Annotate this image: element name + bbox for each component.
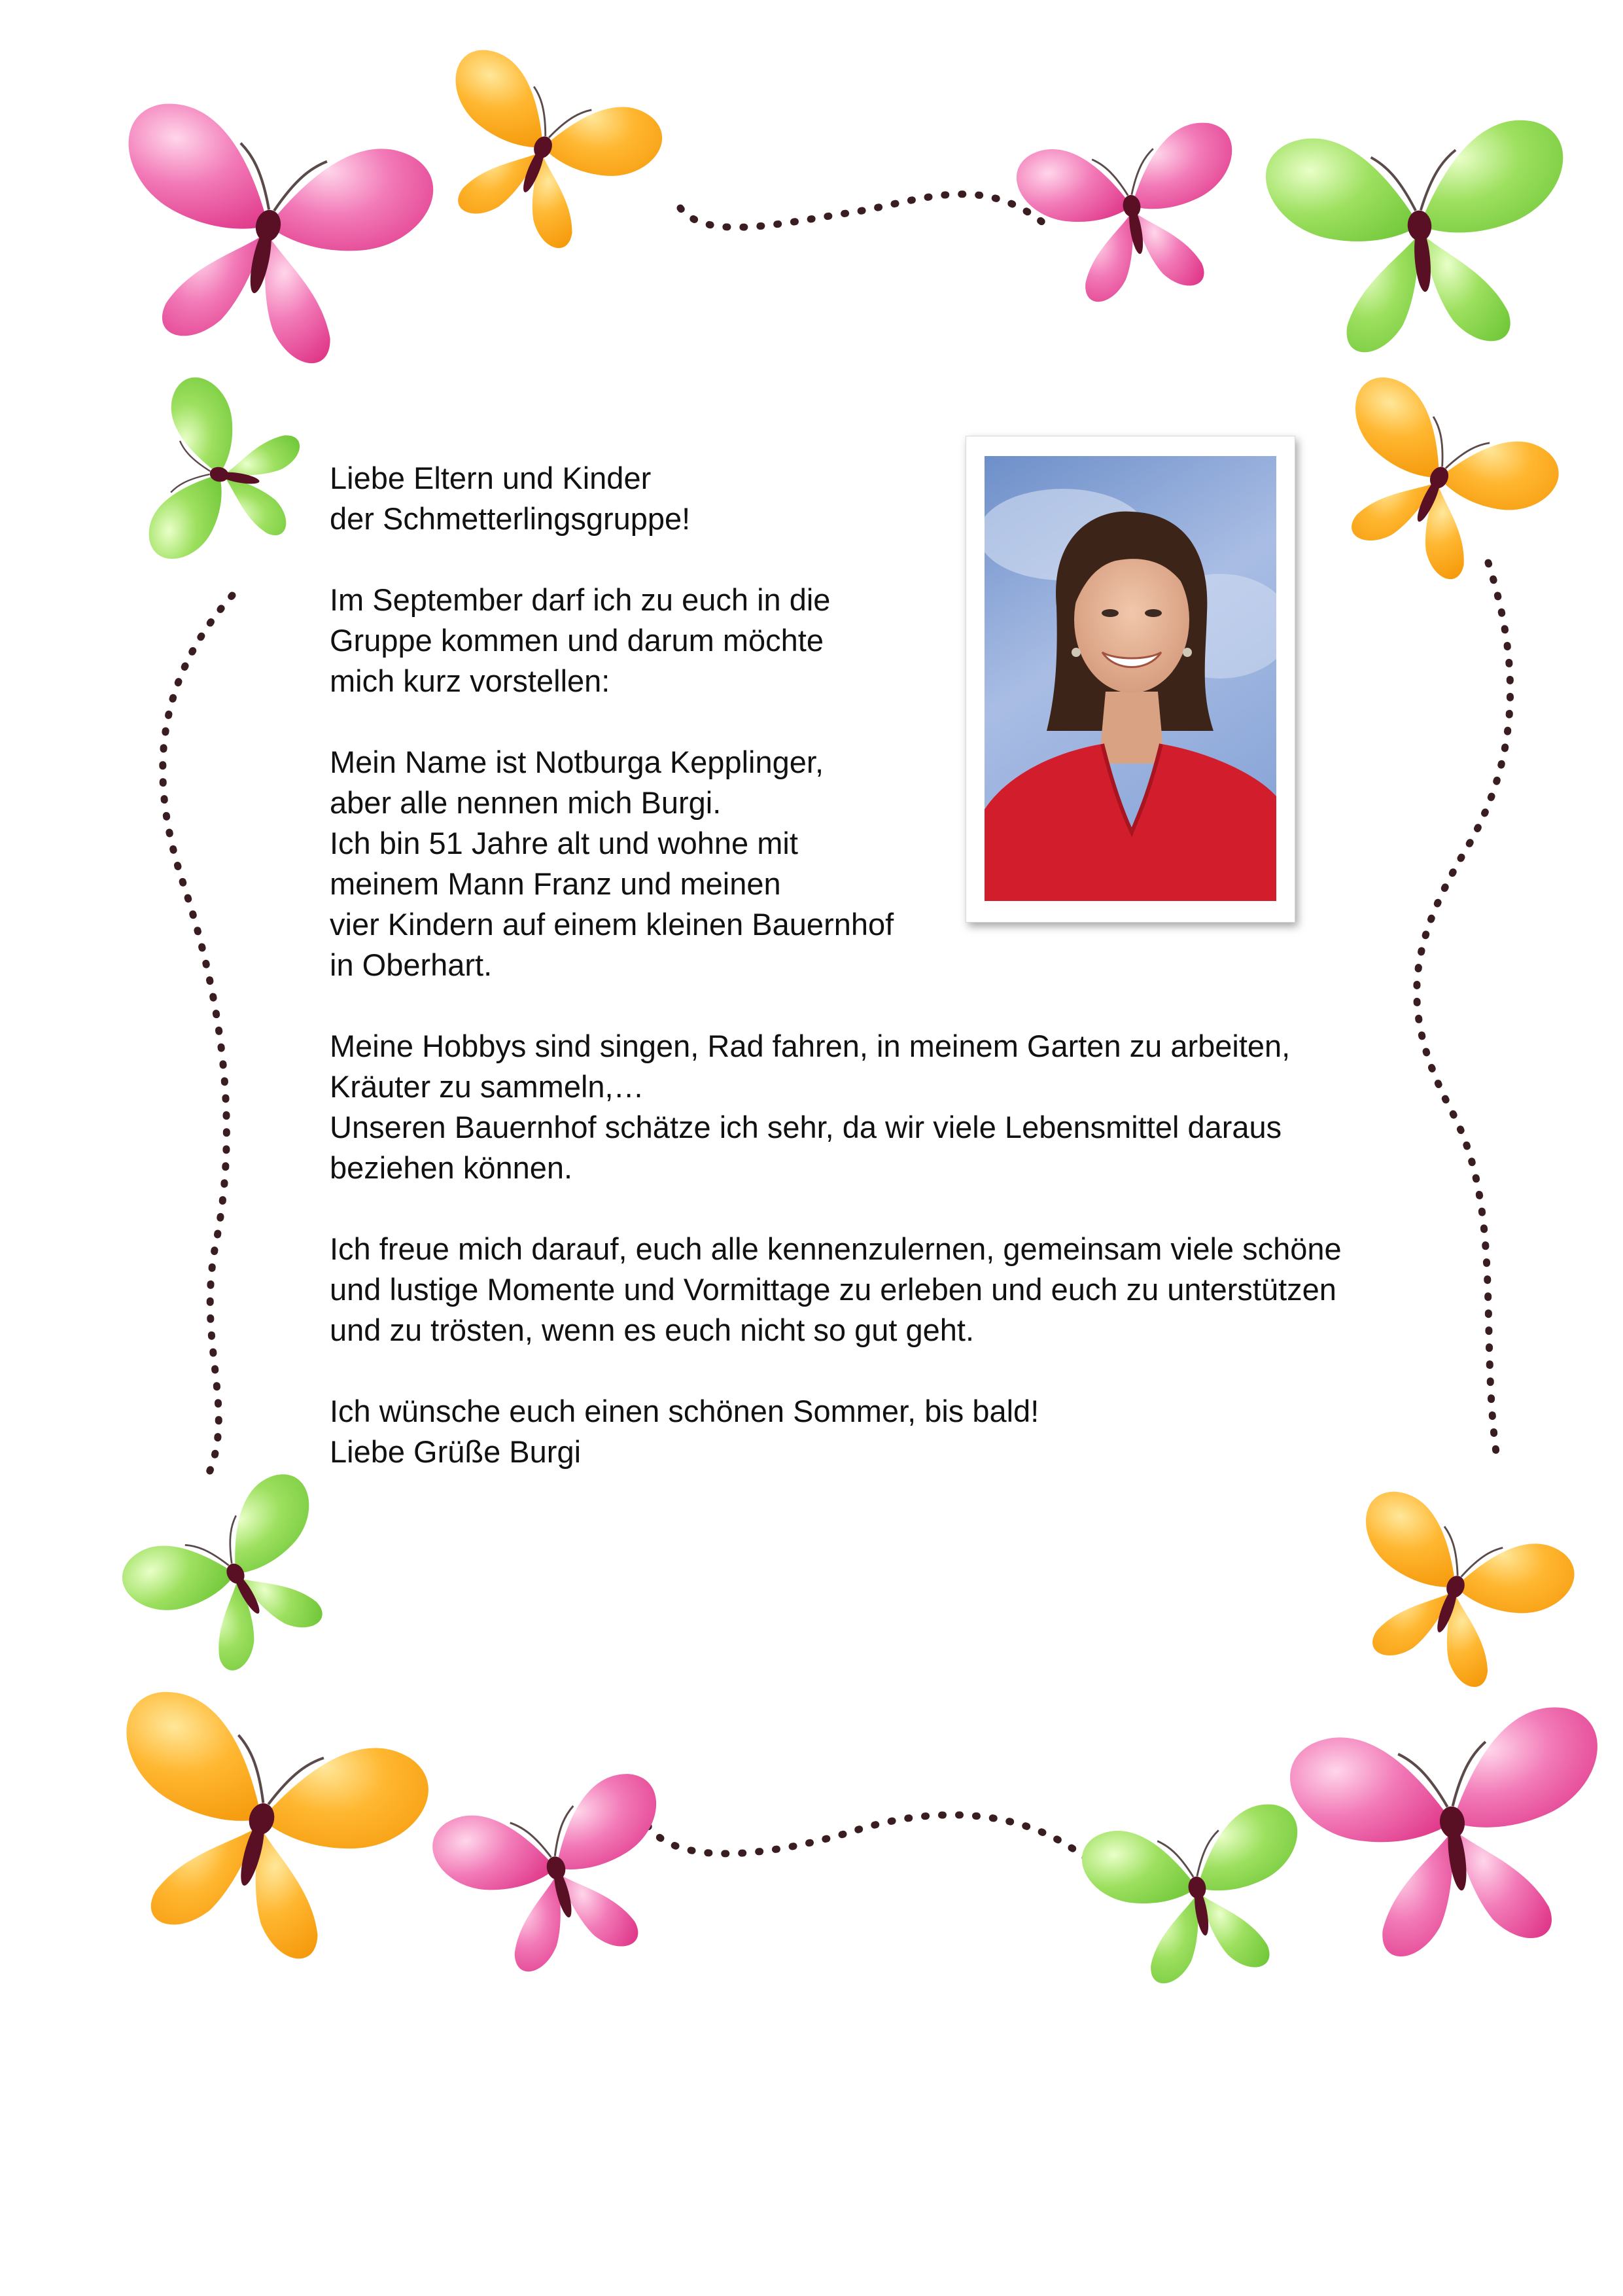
text-line: der Schmetterlingsgruppe! xyxy=(330,501,691,536)
hobbies-paragraph xyxy=(330,1026,1455,1188)
text-line: Meine Hobbys sind singen, Rad fahren, in meinem Garten zu arbeiten, xyxy=(330,1029,1291,1063)
text-line: und lustige Momente und Vormittage zu erleben und euch zu unterstützen xyxy=(330,1272,1336,1307)
text-line: Im September darf ich zu euch in die xyxy=(330,582,831,617)
outlook-paragraph xyxy=(330,1229,1455,1351)
letter-body xyxy=(330,458,1455,1513)
dotted-wave-top xyxy=(680,194,1047,228)
text-line: Mein Name ist Notburga Kepplinger, xyxy=(330,745,824,779)
text-line: beziehen können. xyxy=(330,1150,573,1185)
about-paragraph xyxy=(330,742,1455,985)
butterfly-icon xyxy=(426,1767,691,1988)
text-line: Ich wünsche euch einen schönen Sommer, bis bald! xyxy=(330,1394,1039,1428)
text-line: meinem Mann Franz und meinen xyxy=(330,866,781,901)
butterfly-icon xyxy=(1323,1483,1582,1708)
butterfly-icon xyxy=(1263,116,1579,359)
text-line: Liebe Eltern und Kinder xyxy=(330,461,652,495)
closing-paragraph xyxy=(330,1391,1455,1472)
text-line: Unseren Bauernhof schätze ich sehr, da wir viele Lebensmittel daraus xyxy=(330,1110,1282,1144)
text-line: Gruppe kommen und darum möchte xyxy=(330,623,824,658)
text-line: in Oberhart. xyxy=(330,947,493,982)
text-line: vier Kindern auf einem kleinen Bauernhof xyxy=(330,907,894,942)
butterfly-icon xyxy=(113,1464,366,1698)
text-line: Ich freue mich darauf, euch alle kennenzulernen, gemeinsam viele schöne xyxy=(330,1231,1342,1266)
butterfly-icon xyxy=(1285,1701,1623,1968)
dotted-wave-left xyxy=(163,595,232,1472)
butterfly-icon xyxy=(1012,118,1254,312)
text-line: mich kurz vorstellen: xyxy=(330,663,610,698)
text-line: aber alle nennen mich Burgi. xyxy=(330,785,722,820)
butterfly-icon xyxy=(409,41,671,270)
text-line: Kräuter zu sammeln,… xyxy=(330,1069,644,1104)
dotted-wave-bottom xyxy=(648,1815,1086,1858)
butterfly-icon xyxy=(145,374,308,578)
butterfly-icon xyxy=(1077,1799,1319,1994)
greeting xyxy=(330,458,1455,539)
text-line: und zu trösten, wenn es euch nicht so gut geht. xyxy=(330,1313,975,1347)
intro-paragraph xyxy=(330,580,1455,701)
signature-line: Liebe Grüße Burgi xyxy=(330,1434,582,1469)
butterfly-icon xyxy=(80,1682,438,1981)
butterfly-icon xyxy=(91,96,441,381)
text-line: Ich bin 51 Jahre alt und wohne mit xyxy=(330,826,798,860)
